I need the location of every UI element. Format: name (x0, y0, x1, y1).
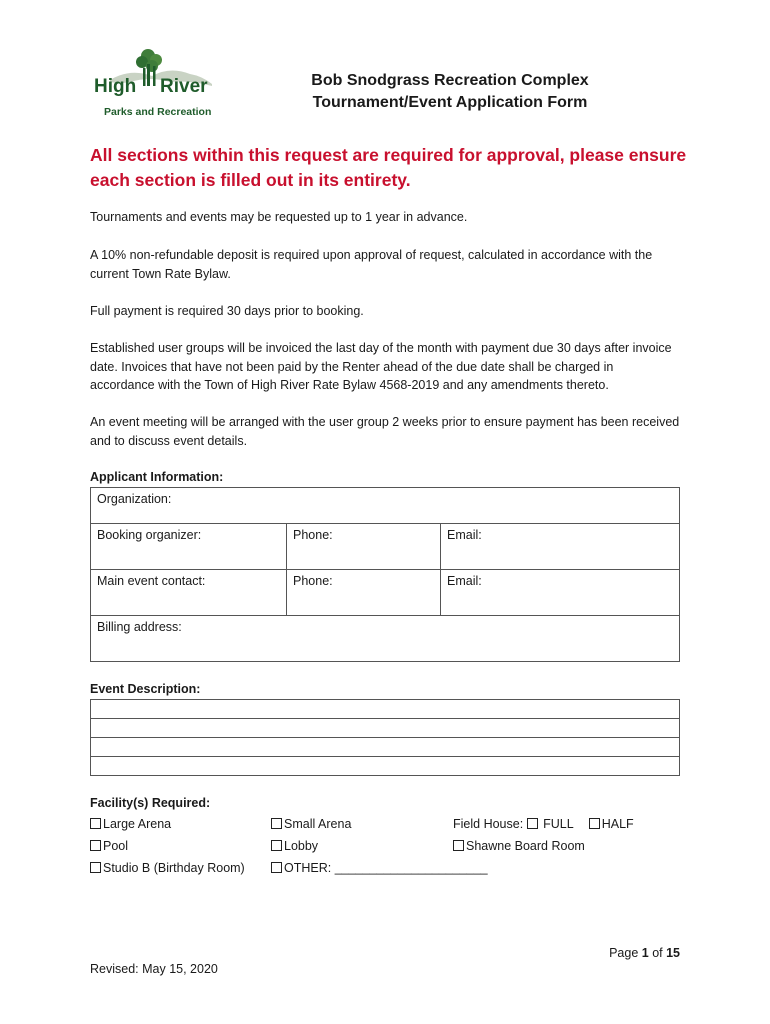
high-river-logo (90, 46, 220, 124)
studio-b-label: Studio B (Birthday Room) (103, 861, 245, 875)
facility-large-arena[interactable] (90, 817, 171, 831)
checkbox-icon[interactable] (271, 818, 282, 829)
shawne-board-room-label: Shawne Board Room (466, 839, 585, 853)
warning-line1: All sections within this request are required for approval, please ensure (90, 145, 687, 165)
warning-line2: each section is filled out in its entirety. (90, 170, 411, 190)
paragraph-invoicing: Established user groups will be invoiced the last day of the month with payment due 30 days after invoice date. Invoices that have not been paid by the Renter ahead of the due date shall be charged in accordance with the Town of High River Rate Bylaw 4568-2019 and any amendments thereto. (90, 341, 672, 392)
phone-field-2[interactable] (287, 570, 441, 616)
applicant-heading: Applicant Information: (90, 470, 224, 484)
checkbox-icon[interactable] (90, 862, 101, 873)
checkbox-icon[interactable] (90, 818, 101, 829)
page-number (560, 946, 680, 960)
checkbox-icon[interactable] (589, 818, 600, 829)
event-description-table (90, 699, 680, 776)
large-arena-label: Large Arena (103, 817, 172, 831)
billing-address-label: Billing address: (97, 620, 182, 634)
facility-field-house (453, 817, 634, 831)
event-description-line[interactable] (91, 738, 680, 757)
facility-shawne-board-room[interactable] (453, 839, 585, 853)
facility-lobby[interactable] (271, 839, 318, 853)
facility-studio-b[interactable] (90, 861, 245, 875)
event-description-line[interactable] (91, 700, 680, 719)
logo-text-high: High (94, 76, 137, 97)
email-label-1: Email: (447, 528, 482, 542)
field-house-half-label: HALF (601, 817, 634, 831)
facilities-heading: Facility(s) Required: (90, 796, 211, 810)
page-title-line2: Tournament/Event Application Form (312, 94, 588, 111)
paragraph-advance: Tournaments and events may be requested up to 1 year in advance. (90, 210, 468, 224)
organization-label: Organization: (97, 492, 172, 506)
applicant-table (90, 487, 680, 662)
email-field-1[interactable] (441, 524, 680, 570)
organization-field[interactable] (91, 488, 680, 524)
event-description-line[interactable] (91, 757, 680, 776)
checkbox-icon[interactable] (271, 862, 282, 873)
logo-subtitle: Parks and Recreation (104, 106, 212, 118)
revised-date: Revised: May 15, 2020 (90, 962, 218, 976)
facility-small-arena[interactable] (271, 817, 351, 831)
small-arena-label: Small Arena (284, 817, 352, 831)
field-house-label: Field House: (453, 817, 527, 831)
lobby-label: Lobby (284, 839, 319, 853)
main-contact-field[interactable] (91, 570, 287, 616)
paragraph-meeting: An event meeting will be arranged with the user group 2 weeks prior to ensure payment has been received and to discuss event details. (90, 415, 680, 448)
checkbox-icon[interactable] (453, 840, 464, 851)
field-house-full-label: FULL (539, 817, 574, 831)
paragraph-deposit: A 10% non-refundable deposit is required upon approval of request, calculated in accordance with the current Town Rate Bylaw. (90, 248, 653, 281)
page-prefix: Page (609, 946, 642, 960)
email-label-2: Email: (447, 574, 482, 588)
page-total: 15 (666, 946, 680, 960)
paragraph-payment: Full payment is required 30 days prior to booking. (90, 304, 364, 318)
main-contact-label: Main event contact: (97, 574, 206, 588)
logo-text-river: River (160, 76, 208, 97)
other-label: OTHER: ______________________ (284, 861, 488, 875)
checkbox-icon[interactable] (90, 840, 101, 851)
phone-label-2: Phone: (293, 574, 333, 588)
checkbox-icon[interactable] (271, 840, 282, 851)
facility-other[interactable] (271, 861, 488, 875)
page-current: 1 (641, 946, 649, 960)
checkbox-icon[interactable] (527, 818, 538, 829)
event-description-line[interactable] (91, 719, 680, 738)
page-title-line1: Bob Snodgrass Recreation Complex (311, 72, 589, 89)
page-of: of (648, 946, 667, 960)
booking-organizer-label: Booking organizer: (97, 528, 202, 542)
pool-label: Pool (103, 839, 129, 853)
phone-label-1: Phone: (293, 528, 333, 542)
facility-pool[interactable] (90, 839, 128, 853)
booking-organizer-field[interactable] (91, 524, 287, 570)
billing-address-field[interactable] (91, 616, 680, 662)
event-description-heading: Event Description: (90, 682, 201, 696)
email-field-2[interactable] (441, 570, 680, 616)
phone-field-1[interactable] (287, 524, 441, 570)
